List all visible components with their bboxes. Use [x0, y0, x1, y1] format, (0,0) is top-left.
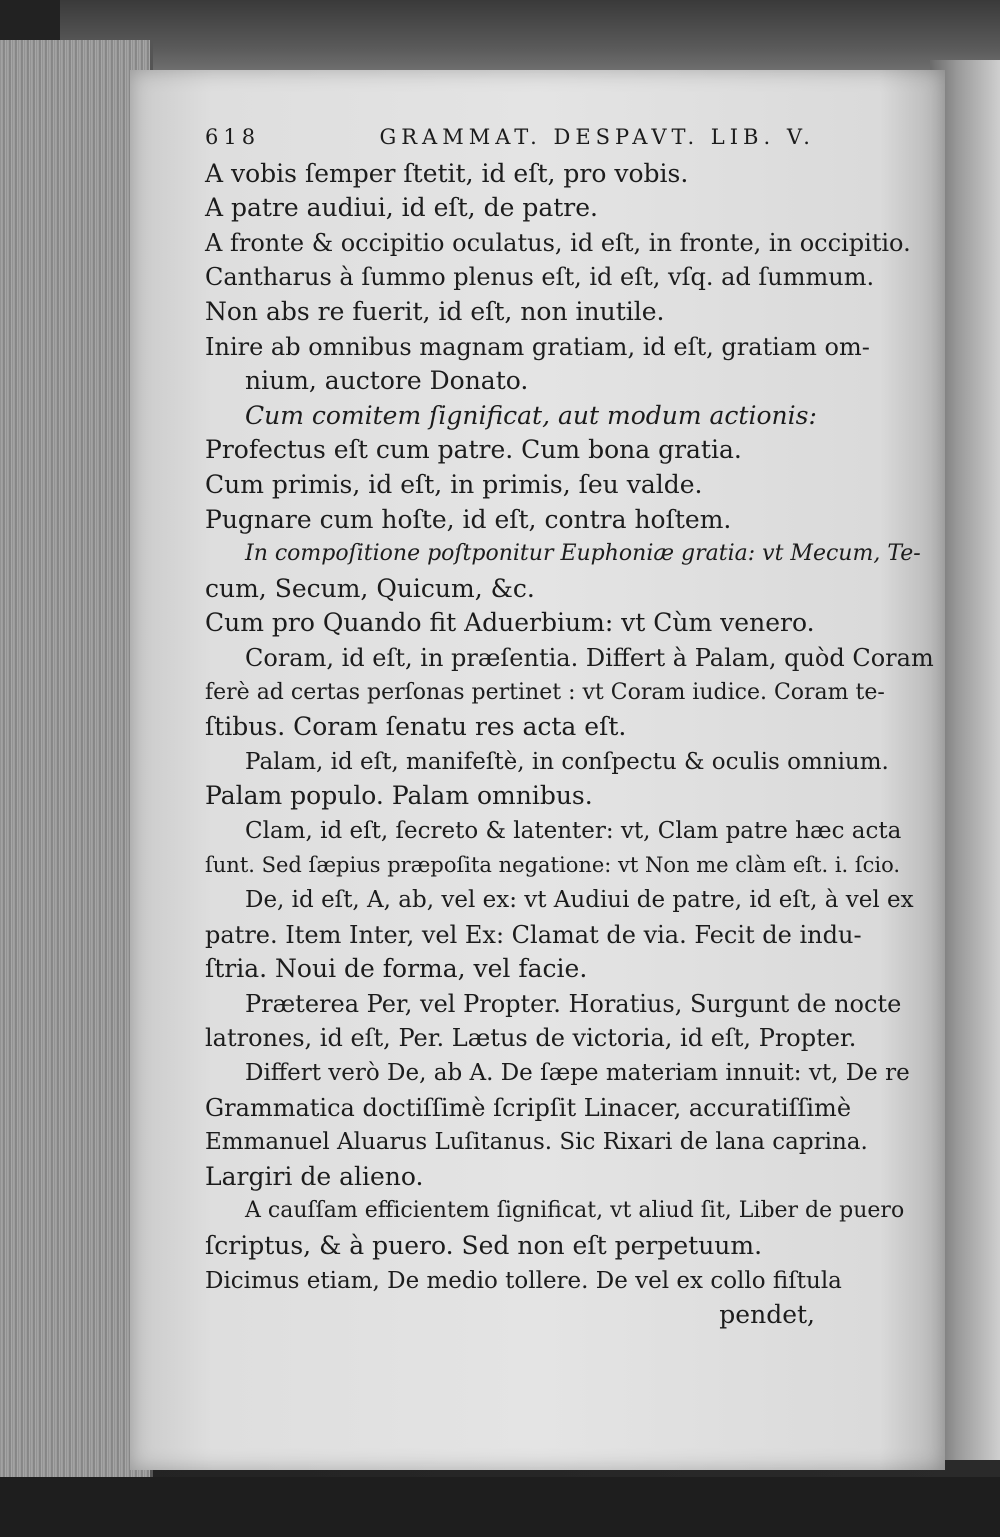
text-line: Differt verò De, ab A. De ſæpe materiam innuit: vt, De re	[245, 1060, 910, 1087]
text-line: A fronte & occipitio oculatus, id eſt, in fronte, in occipitio.	[205, 228, 911, 257]
text-line: Coram, id eſt, in præſentia. Differt à Palam, quòd Coram	[245, 643, 934, 672]
text-line: Largiri de alieno.	[205, 1161, 424, 1191]
text-line: Dicimus etiam, De medio tollere. De vel ex collo fiſtula	[205, 1267, 842, 1294]
text-line: ſcriptus, & à puero. Sed non eſt perpetuum.	[205, 1231, 763, 1260]
text-line: latrones, id eſt, Per. Lætus de victoria, id eſt, Propter.	[205, 1024, 857, 1053]
text-line: nium, auctore Donato.	[245, 366, 529, 396]
text-line: ſtibus. Coram ſenatu res acta eſt.	[205, 712, 627, 742]
page-text	[205, 120, 934, 1333]
text-line: patre. Item Inter, vel Ex: Clamat de via. Fecit de indu-	[205, 920, 862, 949]
text-line: Præterea Per, vel Propter. Horatius, Surgunt de nocte	[245, 989, 902, 1018]
text-line: Cum primis, id eſt, in primis, ſeu valde.	[205, 469, 703, 499]
text-line: cum, Secum, Quicum, &c.	[205, 573, 535, 603]
text-line: Pugnare cum hoſte, id eſt, contra hoſtem.	[205, 504, 732, 534]
text-line: Palam populo. Palam omnibus.	[205, 781, 593, 811]
text-line: Cum pro Quando fit Aduerbium: vt Cùm venero.	[205, 608, 815, 638]
text-line: A cauſſam efficientem ſignificat, vt aliud ſit, Liber de puero	[245, 1198, 905, 1224]
text-line: ferè ad certas perſonas pertinet : vt Coram iudice. Coram te-	[205, 679, 885, 705]
text-line: A vobis ſemper ſtetit, id eſt, pro vobis.	[205, 158, 689, 188]
running-title: GRAMMAT. DESPAVT. LIB. V.	[379, 125, 815, 149]
running-header	[205, 120, 815, 155]
text-line: De, id eſt, A, ab, vel ex: vt Audiui de patre, id eſt, à vel ex	[245, 887, 914, 914]
book-cover-top	[60, 0, 1000, 80]
text-line: Emmanuel Aluarus Luſitanus. Sic Rixari de lana caprina.	[205, 1129, 868, 1156]
text-line: Cum comitem ſignificat, aut modum actionis:	[245, 400, 817, 430]
text-line: Non abs re fuerit, id eſt, non inutile.	[205, 296, 665, 326]
catchword: pendet,	[719, 1300, 815, 1330]
text-line: Palam, id eſt, manifeſtè, in conſpectu & oculis omnium.	[245, 748, 889, 775]
text-line: Grammatica doctiſſimè ſcripſit Linacer, accuratiſſimè	[205, 1093, 852, 1122]
text-line: ſunt. Sed ſæpius præpoſita negatione: vt Non me clàm eſt. i. ſcio.	[205, 853, 901, 878]
text-line: In compoſitione poſtponitur Euphoniæ gratia: vt Mecum, Te-	[245, 541, 921, 567]
text-line: ſtria. Noui de forma, vel facie.	[205, 954, 588, 984]
text-line: A patre audiui, id eſt, de patre.	[205, 193, 598, 223]
text-line: Cantharus à ſummo plenus eſt, id eſt, vſq. ad ſummum.	[205, 263, 875, 292]
text-line: Profectus eſt cum patre. Cum bona gratia.	[205, 435, 742, 465]
text-line: Clam, id eſt, ſecreto & latenter: vt, Clam patre hæc acta	[245, 817, 902, 844]
text-line: Inire ab omnibus magnam gratiam, id eſt, gratiam om-	[205, 332, 870, 361]
page-number: 618	[205, 125, 261, 149]
bottom-shadow	[0, 1477, 1000, 1537]
